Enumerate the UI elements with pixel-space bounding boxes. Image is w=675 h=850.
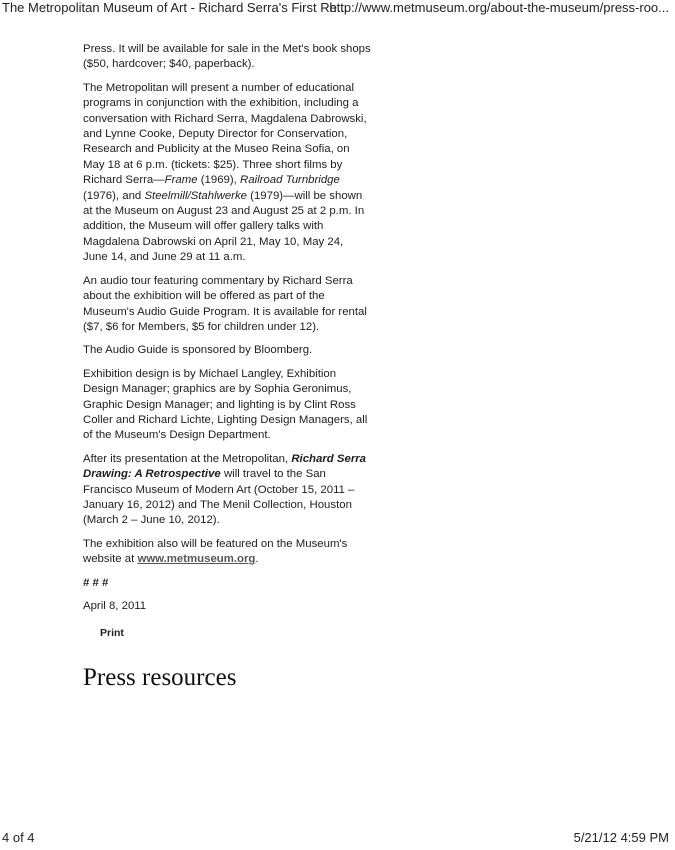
print-button[interactable]: Print [100, 627, 124, 640]
article-body [83, 42, 371, 642]
paragraph-audio-tour: An audio tour featuring commentary by Richard Serra about the exhibition will be offered as part of the Museum's Audio Guide Program. It is available for rental ($7, $6 for Members, $5 for children under 12). [83, 274, 367, 333]
end-marks: # # # [83, 576, 109, 589]
release-date: April 8, 2011 [83, 600, 147, 612]
press-resources-heading: Press resources [83, 664, 237, 691]
print-header [0, 0, 675, 20]
page-number: 4 of 4 [2, 830, 35, 845]
paragraph-design: Exhibition design is by Michael Langley, Exhibition Design Manager; graphics are by Sophia Geronimus, Graphic Design Manager; and lighting is by Clint Ross Coller and Richard Lichte, Lighting Design Managers, all of the Museum's Design Department. [83, 367, 368, 442]
page-url: http://www.metmuseum.org/about-the-museum/press-roo... [329, 0, 669, 15]
film-title-railroad: Railroad Turnbridge [240, 174, 340, 187]
film-title-frame: Frame [164, 174, 198, 187]
print-footer [0, 828, 675, 850]
paragraph-website: The exhibition also will be featured on the Museum's website at www.metmuseum.org. [83, 537, 348, 566]
paragraph-sponsor: The Audio Guide is sponsored by Bloomberg. [83, 344, 313, 357]
paragraph-programs: The Metropolitan will present a number of educational programs in conjunction with the exhibition, including a conversation with Richard Serra, Magdalena Dabrowski, and Lynne Cooke, Deputy Director for Conservation, Research and Publicity at the Museo Reina Sofia, on May 18 at 6 p.m. (tickets: $25). Three short films by Richard Serra—Frame (1969), Railroad Turnbridge (1976), and Steelmill/Stahlwerke (1979)—will be shown at the Museum on August 23 and August 25 at 2 p.m. In addition, the Museum will offer gallery talks with Magdalena Dabrowski on April 21, May 10, May 24, June 14, and June 29 at 11 a.m. [83, 81, 367, 264]
page-title: The Metropolitan Museum of Art - Richard Serra's First Re... [2, 0, 348, 15]
paragraph-book: Press. It will be available for sale in the Met's book shops ($50, hardcover; $40, paperback). [83, 43, 371, 71]
metmuseum-link[interactable]: www.metmuseum.org [137, 553, 256, 566]
paragraph-travel: After its presentation at the Metropolitan, Richard Serra Drawing: A Retrospective will travel to the San Francisco Museum of Modern Art (October 15, 2011 – January 16, 2012) and The Menil Collection, Houston (March 2 – June 10, 2012). [83, 452, 367, 527]
exhibition-title: Richard Serra Drawing: A Retrospective [83, 452, 367, 481]
film-title-steelmill: Steelmill/Stahlwerke [144, 189, 247, 202]
print-timestamp: 5/21/12 4:59 PM [573, 830, 669, 845]
